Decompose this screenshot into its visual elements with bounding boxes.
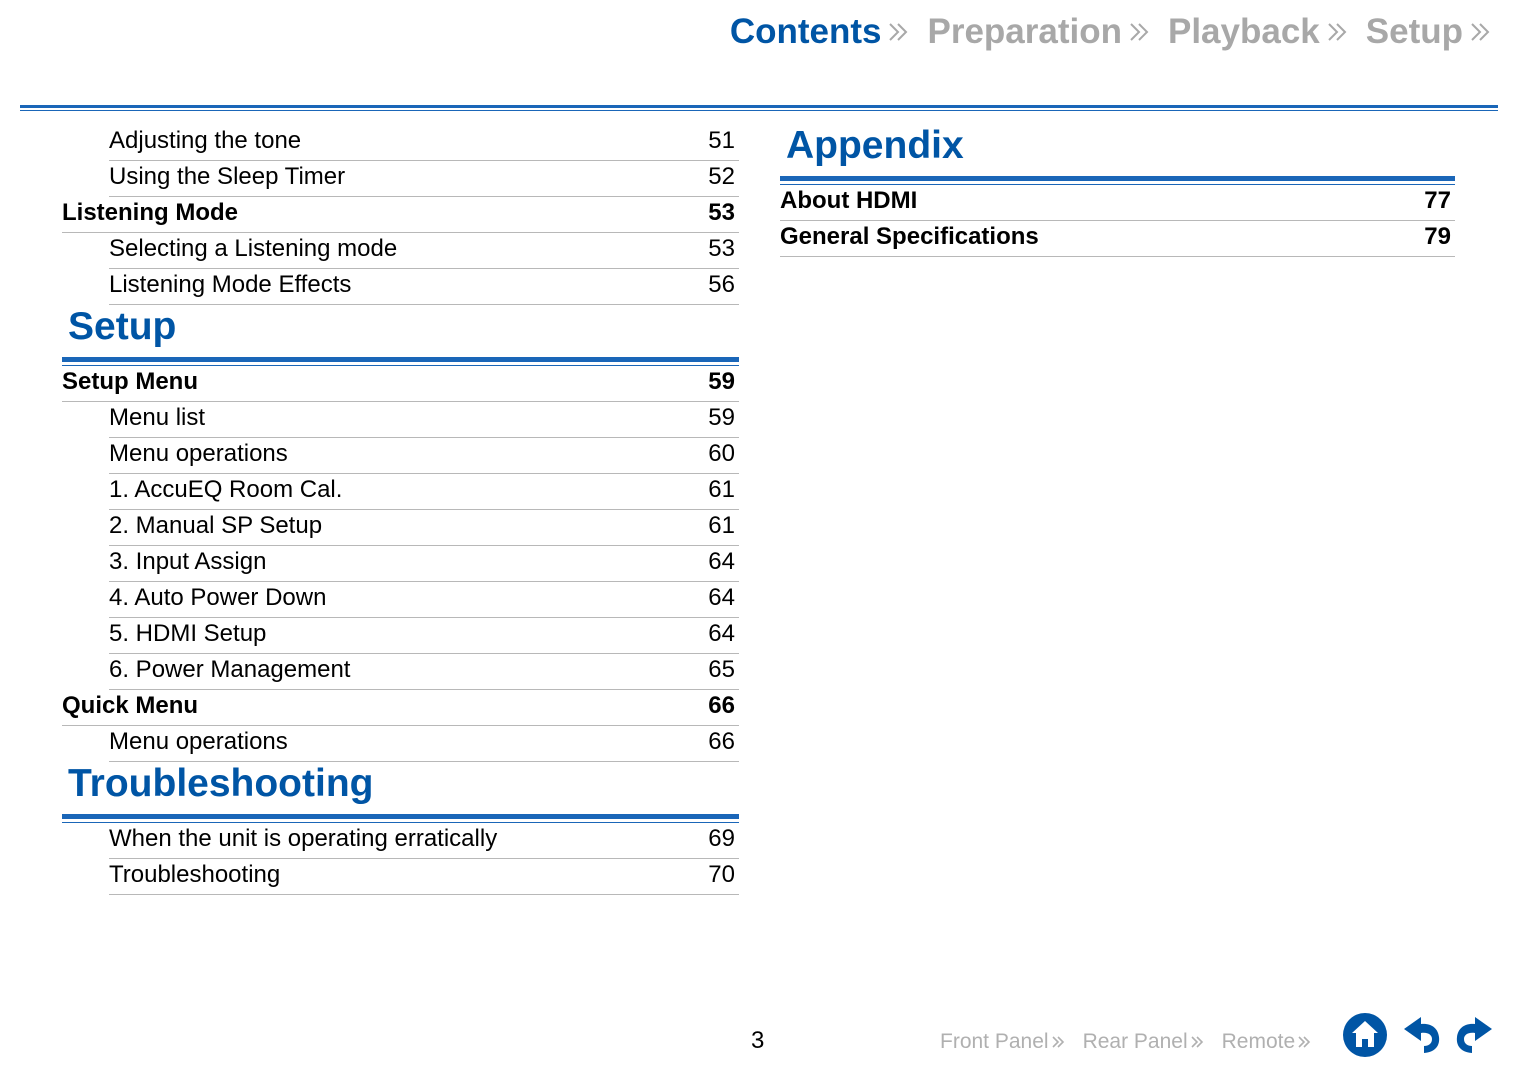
entry-title: When the unit is operating erratically [109, 825, 498, 852]
link-label: Remote [1221, 1030, 1296, 1053]
entry-title: 1. AccuEQ Room Cal. [109, 476, 343, 503]
toc-entry[interactable] [109, 438, 739, 474]
entry-title: 4. Auto Power Down [109, 584, 327, 611]
toc-entry[interactable] [109, 823, 739, 859]
entry-page: 64 [708, 620, 735, 647]
tab-label: Preparation [927, 12, 1122, 51]
entry-title: Menu list [109, 404, 206, 431]
entry-title: Listening Mode [62, 199, 238, 226]
toc-entry[interactable] [780, 185, 1455, 221]
entry-page: 61 [708, 512, 735, 539]
entry-page: 51 [708, 127, 735, 154]
toc-entry[interactable] [109, 125, 739, 161]
entry-title: Selecting a Listening mode [109, 235, 398, 262]
toc-entry[interactable] [109, 161, 739, 197]
toc-entry[interactable] [62, 366, 739, 402]
toc-entry[interactable] [109, 510, 739, 546]
double-chevron-right-icon [1128, 21, 1150, 43]
entry-title: Adjusting the tone [109, 127, 302, 154]
entry-page: 64 [708, 584, 735, 611]
toc-entry[interactable] [109, 269, 739, 305]
toc-entry[interactable] [109, 233, 739, 269]
header-divider [20, 105, 1498, 111]
footer-navigation [940, 1030, 1329, 1054]
entry-page: 60 [708, 440, 735, 467]
entry-page: 53 [708, 199, 735, 226]
entry-title: About HDMI [780, 187, 918, 214]
forward-icon[interactable] [1450, 1014, 1496, 1056]
double-chevron-right-icon [1469, 21, 1491, 43]
toc-left-column [62, 125, 739, 895]
entry-page: 77 [1424, 187, 1451, 214]
entry-title: Menu operations [109, 728, 288, 755]
section-heading-troubleshooting[interactable] [62, 762, 739, 819]
entry-title: Quick Menu [62, 692, 199, 719]
entry-page: 66 [708, 692, 735, 719]
link-rear-panel[interactable] [1083, 1030, 1204, 1054]
page-number: 3 [751, 1027, 765, 1054]
back-icon[interactable] [1400, 1014, 1446, 1056]
toc-entry[interactable] [109, 618, 739, 654]
section-heading-appendix[interactable] [780, 124, 1455, 181]
entry-title: 6. Power Management [109, 656, 351, 683]
tab-playback[interactable] [1168, 12, 1348, 52]
toc-entry[interactable] [62, 197, 739, 233]
double-chevron-right-icon [1051, 1035, 1065, 1049]
entry-page: 64 [708, 548, 735, 575]
home-icon[interactable] [1342, 1012, 1388, 1058]
section-title: Troubleshooting [68, 762, 374, 805]
tab-contents[interactable] [730, 12, 910, 52]
toc-entry[interactable] [109, 726, 739, 762]
entry-page: 53 [708, 235, 735, 262]
entry-page: 61 [708, 476, 735, 503]
entry-page: 59 [708, 404, 735, 431]
double-chevron-right-icon [1326, 21, 1348, 43]
toc-entry[interactable] [109, 859, 739, 895]
toc-entry[interactable] [109, 582, 739, 618]
link-remote[interactable] [1222, 1030, 1312, 1054]
top-navigation [730, 12, 1491, 52]
tab-label: Setup [1365, 12, 1463, 51]
section-title: Appendix [786, 124, 964, 167]
entry-page: 79 [1424, 223, 1451, 250]
entry-title: Menu operations [109, 440, 288, 467]
entry-title: Listening Mode Effects [109, 271, 352, 298]
entry-title: 3. Input Assign [109, 548, 267, 575]
footer-icons [1342, 1012, 1496, 1058]
double-chevron-right-icon [887, 21, 909, 43]
entry-page: 65 [708, 656, 735, 683]
entry-page: 52 [708, 163, 735, 190]
toc-entry[interactable] [109, 546, 739, 582]
link-label: Front Panel [940, 1030, 1049, 1053]
tab-preparation[interactable] [927, 12, 1150, 52]
entry-page: 69 [708, 825, 735, 852]
entry-title: Troubleshooting [109, 861, 281, 888]
tab-setup[interactable] [1366, 12, 1491, 52]
link-front-panel[interactable] [940, 1030, 1065, 1054]
tab-label: Playback [1167, 12, 1320, 51]
toc-entry[interactable] [780, 221, 1455, 257]
entry-page: 66 [708, 728, 735, 755]
entry-page: 59 [708, 368, 735, 395]
double-chevron-right-icon [1190, 1035, 1204, 1049]
toc-entry[interactable] [109, 402, 739, 438]
toc-entry[interactable] [109, 474, 739, 510]
toc-entry[interactable] [62, 690, 739, 726]
section-title: Setup [68, 305, 177, 348]
toc-right-column [780, 124, 1455, 257]
toc-entry[interactable] [109, 654, 739, 690]
entry-title: 5. HDMI Setup [109, 620, 267, 647]
tab-label: Contents [729, 12, 882, 51]
double-chevron-right-icon [1297, 1035, 1311, 1049]
entry-title: General Specifications [780, 223, 1039, 250]
entry-title: 2. Manual SP Setup [109, 512, 323, 539]
entry-page: 56 [708, 271, 735, 298]
section-heading-setup[interactable] [62, 305, 739, 362]
entry-page: 70 [708, 861, 735, 888]
link-label: Rear Panel [1082, 1030, 1188, 1053]
entry-title: Setup Menu [62, 368, 198, 395]
entry-title: Using the Sleep Timer [109, 163, 346, 190]
